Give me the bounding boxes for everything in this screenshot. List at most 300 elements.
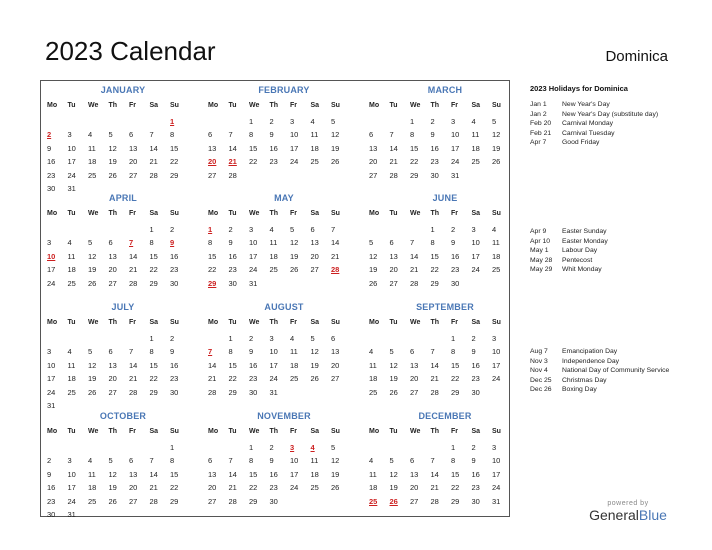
weekday-label: We [249,428,260,435]
calendar-day: 9 [430,130,435,140]
calendar-day: 18 [88,483,97,493]
calendar-day: 26 [389,387,398,397]
month-december [369,411,521,517]
calendar-day: 20 [108,265,117,275]
calendar-day: 27 [108,278,117,288]
calendar-grid [40,80,510,517]
holiday-date: 3 [290,443,295,452]
calendar-day: 28 [410,278,419,288]
logo-wordmark [583,507,673,523]
holiday-date: 20 [208,157,217,167]
calendar-day: 6 [129,130,134,140]
holiday-date-label: Jan 2 [530,110,547,118]
weekday-label: Tu [389,428,398,435]
calendar-day: 22 [228,374,237,384]
weekday-label: Fr [290,428,297,435]
weekday-label: Mo [208,210,219,217]
calendar-day: 5 [88,347,93,357]
calendar-day: 31 [67,510,76,519]
calendar-day: 9 [269,456,274,466]
weekday-label: We [410,319,421,326]
calendar-day: 23 [47,496,56,506]
holiday-date: 4 [310,443,315,452]
calendar-day: 6 [389,238,394,248]
calendar-day: 8 [249,130,254,140]
calendar-day: 23 [269,483,278,493]
holiday-row [530,129,700,139]
calendar-day: 21 [149,157,158,167]
weekday-label: Th [430,210,440,217]
calendar-day: 28 [228,170,237,180]
calendar-day: 9 [47,143,52,153]
weekday-header [369,102,521,114]
calendar-day: 31 [269,387,278,397]
weekday-label: Su [492,428,501,435]
calendar-day: 5 [369,238,374,248]
calendar-day: 9 [170,347,175,357]
weekday-label: Tu [389,319,398,326]
weekday-header [369,319,521,331]
calendar-day: 28 [430,496,439,506]
calendar-day: 18 [67,265,76,275]
calendar-day: 20 [208,483,217,493]
calendar-day: 12 [331,130,340,140]
calendar-day: 10 [492,456,501,466]
calendar-day: 17 [47,265,56,275]
calendar-day: 9 [471,456,476,466]
weekday-label: Sa [149,210,159,217]
month-name: MAY [274,193,294,203]
calendar-day: 14 [228,469,237,479]
calendar-day: 25 [88,496,97,506]
calendar-day: 8 [249,456,254,466]
weekday-header [47,102,199,114]
calendar-day: 18 [67,374,76,384]
holiday-date: 28 [331,265,340,275]
weekday-label: Mo [208,428,219,435]
calendar-day: 14 [149,469,158,479]
weekday-label: Th [269,102,279,109]
holiday-date-label: Feb 21 [530,129,552,137]
calendar-day: 28 [228,496,237,506]
month-name: FEBRUARY [258,85,310,95]
weekday-label: Fr [129,319,136,326]
holiday-date-label: Dec 25 [530,376,552,384]
calendar-day: 2 [228,225,233,234]
calendar-day: 6 [331,334,336,343]
weekday-label: Tu [67,319,76,326]
holiday-name: Emancipation Day [562,348,618,355]
calendar-day: 12 [290,238,299,248]
calendar-day: 1 [249,117,254,126]
calendar-day: 14 [208,360,217,370]
month-name: AUGUST [264,302,304,312]
calendar-day: 1 [149,225,154,234]
calendar-day: 30 [430,170,439,180]
calendar-day: 21 [228,483,237,493]
calendar-day: 8 [451,456,456,466]
month-august [208,302,360,408]
calendar-day: 18 [269,251,278,261]
calendar-day: 8 [410,130,415,140]
weekday-label: Fr [290,210,297,217]
calendar-day: 20 [310,251,319,261]
weekday-label: Sa [149,102,159,109]
weekday-label: Sa [310,102,320,109]
calendar-day: 30 [471,387,480,397]
weekday-header [369,210,521,222]
weekday-label: Fr [451,319,458,326]
calendar-day: 7 [228,130,233,140]
weekday-label: We [88,102,99,109]
calendar-day: 9 [249,347,254,357]
holiday-row [530,100,700,110]
weekday-label: Su [331,210,340,217]
calendar-day: 4 [369,456,374,466]
calendar-day: 28 [129,278,138,288]
weekday-label: Tu [228,428,237,435]
calendar-day: 27 [208,496,217,506]
calendar-day: 11 [310,130,319,140]
holiday-name: Easter Monday [562,237,608,245]
holiday-name: New Year's Day [562,101,610,108]
calendar-day: 21 [208,374,217,384]
calendar-day: 11 [471,130,480,140]
calendar-day: 6 [410,456,415,466]
calendar-day: 19 [331,143,340,153]
weekday-label: Sa [149,428,159,435]
calendar-day: 13 [389,251,398,261]
weekday-label: Fr [129,210,136,217]
calendar-day: 3 [269,334,274,343]
holiday-panel-title: 2023 Holidays for Dominica [530,84,628,93]
calendar-day: 25 [290,374,299,384]
calendar-day: 25 [310,483,319,493]
calendar-day: 4 [88,130,93,140]
calendar-day: 5 [389,456,394,466]
calendar-day: 17 [269,360,278,370]
calendar-day: 11 [310,456,319,466]
calendar-day: 16 [47,483,56,493]
calendar-day: 13 [108,251,117,261]
calendar-day: 5 [389,347,394,357]
holiday-group [530,347,700,395]
holiday-date: 2 [47,130,52,140]
calendar-day: 6 [108,347,113,357]
calendar-day: 26 [88,387,97,397]
calendar-day: 20 [389,265,398,275]
holiday-date: 1 [170,117,175,126]
calendar-day: 28 [430,387,439,397]
calendar-day: 30 [47,510,56,519]
calendar-day: 21 [430,374,439,384]
calendar-day: 14 [228,143,237,153]
calendar-day: 12 [389,360,398,370]
calendar-day: 23 [170,265,179,275]
calendar-day: 27 [369,170,378,180]
calendar-day: 21 [149,483,158,493]
weekday-label: Mo [208,102,219,109]
calendar-day: 19 [492,143,501,153]
calendar-day: 3 [492,443,497,452]
calendar-day: 5 [331,443,336,452]
weekday-label: Mo [47,102,58,109]
calendar-day: 4 [67,238,72,248]
holiday-date-label: Apr 10 [530,237,551,245]
holiday-date-label: Feb 20 [530,120,552,127]
calendar-day: 18 [310,143,319,153]
weekday-label: Tu [67,428,76,435]
calendar-day: 1 [451,443,456,452]
holiday-date-label: May 29 [530,266,553,273]
calendar-day: 30 [249,387,258,397]
calendar-day: 10 [269,347,278,357]
month-january [47,85,199,191]
calendar-day: 1 [451,334,456,343]
calendar-day: 27 [108,387,117,397]
calendar-day: 27 [310,265,319,275]
calendar-day: 15 [208,251,217,261]
calendar-day: 29 [410,170,419,180]
month-march [369,85,521,191]
calendar-day: 21 [410,265,419,275]
calendar-day: 2 [269,443,274,452]
logo-name-blue: Blue [638,507,667,523]
holiday-name: Independence Day [562,357,620,365]
holiday-date: 26 [389,496,398,506]
holiday-date-label: May 1 [530,247,549,254]
calendar-day: 25 [67,387,76,397]
calendar-day: 8 [149,347,154,357]
calendar-day: 7 [410,238,415,248]
calendar-day: 24 [67,170,76,180]
weekday-header [208,319,360,331]
calendar-day: 19 [389,483,398,493]
weekday-label: We [249,102,260,109]
month-name: OCTOBER [99,411,147,421]
calendar-day: 8 [170,130,175,140]
calendar-day: 22 [249,483,258,493]
calendar-day: 20 [410,483,419,493]
calendar-day: 2 [430,117,435,126]
calendar-day: 24 [290,483,299,493]
weekday-label: Th [430,319,440,326]
calendar-day: 14 [129,251,138,261]
holiday-date-label: May 28 [530,256,553,264]
calendar-day: 20 [108,374,117,384]
calendar-day: 27 [331,374,340,384]
calendar-day: 24 [47,278,56,288]
calendar-day: 27 [129,496,138,506]
weekday-header [208,428,360,440]
weekday-label: Th [108,428,118,435]
calendar-day: 16 [471,360,480,370]
calendar-day: 12 [310,347,319,357]
calendar-day: 15 [149,360,158,370]
month-name: MARCH [427,85,463,95]
calendar-day: 14 [149,143,158,153]
calendar-day: 11 [67,251,76,261]
calendar-day: 11 [492,238,500,248]
calendar-day: 22 [170,483,179,493]
holiday-name: Christmas Day [562,376,607,384]
weekday-label: Mo [47,428,58,435]
calendar-day: 4 [369,347,374,357]
calendar-day: 12 [88,251,97,261]
calendar-day: 10 [471,238,480,248]
weekday-header [369,428,521,440]
calendar-day: 13 [208,469,217,479]
weekday-label: Th [430,102,440,109]
calendar-day: 22 [451,374,460,384]
calendar-day: 14 [389,143,398,153]
calendar-day: 11 [369,469,377,479]
calendar-day: 19 [290,251,299,261]
weekday-header [47,428,199,440]
calendar-day: 17 [451,143,460,153]
month-name: JULY [111,302,135,312]
holiday-date: 10 [47,251,56,261]
weekday-label: Tu [228,210,237,217]
calendar-day: 26 [369,278,378,288]
calendar-day: 24 [290,157,299,167]
calendar-day: 30 [269,496,278,506]
calendar-day: 9 [269,130,274,140]
calendar-day: 6 [208,456,213,466]
calendar-day: 16 [269,469,278,479]
calendar-day: 7 [430,456,435,466]
calendar-day: 30 [47,184,56,193]
calendar-day: 27 [389,278,398,288]
weekday-label: Su [170,428,179,435]
calendar-day: 19 [108,157,117,167]
calendar-day: 7 [149,130,154,140]
weekday-label: Mo [208,319,219,326]
holiday-name: Labour Day [562,247,598,254]
calendar-day: 8 [430,238,435,248]
calendar-day: 4 [310,117,315,126]
month-june [369,193,521,299]
calendar-day: 2 [451,225,456,234]
calendar-day: 2 [471,443,476,452]
calendar-day: 13 [108,360,117,370]
calendar-day: 27 [208,170,217,180]
weekday-label: We [410,102,421,109]
calendar-day: 17 [290,143,299,153]
calendar-day: 13 [410,360,419,370]
month-name: APRIL [109,193,137,203]
calendar-day: 19 [331,469,340,479]
calendar-day: 18 [369,374,378,384]
calendar-day: 5 [310,334,315,343]
weekday-label: Tu [228,102,237,109]
calendar-day: 7 [430,347,435,357]
weekday-label: We [410,210,421,217]
calendar-day: 21 [331,251,340,261]
calendar-day: 29 [149,278,158,288]
calendar-day: 5 [331,117,336,126]
calendar-day: 27 [410,387,419,397]
holiday-row [530,138,700,148]
calendar-day: 19 [88,374,97,384]
weekday-label: We [410,428,421,435]
calendar-day: 1 [249,443,254,452]
calendar-day: 12 [369,251,378,261]
calendar-day: 7 [389,130,394,140]
calendar-day: 26 [108,496,117,506]
holiday-date-label: Apr 9 [530,228,547,235]
weekday-label: Th [269,319,279,326]
month-name: SEPTEMBER [416,302,474,312]
calendar-day: 29 [430,278,439,288]
calendar-day: 25 [269,265,278,275]
calendar-day: 7 [149,456,154,466]
weekday-label: Th [269,428,279,435]
calendar-day: 12 [88,360,97,370]
calendar-day: 29 [451,387,460,397]
country-name: Dominica [605,48,668,65]
weekday-label: Su [331,428,340,435]
calendar-day: 21 [389,157,398,167]
logo-name-general: General [589,507,639,523]
calendar-day: 25 [67,278,76,288]
calendar-day: 6 [129,456,134,466]
calendar-day: 20 [369,157,378,167]
calendar-day: 30 [170,278,179,288]
weekday-header [47,319,199,331]
month-february [208,85,360,191]
weekday-label: Th [269,210,279,217]
calendar-day: 15 [249,143,258,153]
calendar-day: 16 [451,251,460,261]
holiday-date-label: Nov 3 [530,357,548,365]
calendar-day: 14 [410,251,419,261]
weekday-header [47,210,199,222]
calendar-day: 16 [269,143,278,153]
calendar-day: 22 [208,265,217,275]
calendar-day: 24 [492,374,501,384]
calendar-day: 24 [451,157,460,167]
holiday-row [530,347,700,357]
calendar-day: 15 [170,469,179,479]
calendar-day: 4 [492,225,497,234]
calendar-day: 16 [228,251,237,261]
holiday-row [530,385,700,395]
calendar-day: 10 [249,238,258,248]
weekday-label: Su [170,210,179,217]
weekday-label: Th [108,102,118,109]
calendar-day: 13 [129,469,138,479]
calendar-day: 2 [170,334,175,343]
calendar-day: 11 [269,238,278,248]
weekday-label: Su [331,319,340,326]
calendar-day: 14 [331,238,340,248]
calendar-day: 24 [249,265,258,275]
holiday-row [530,227,700,237]
calendar-day: 4 [290,334,295,343]
calendar-day: 28 [129,387,138,397]
calendar-day: 12 [108,469,117,479]
holiday-date: 7 [208,347,213,357]
holiday-date: 21 [228,157,237,167]
calendar-day: 9 [471,347,476,357]
holiday-row [530,246,700,256]
calendar-day: 23 [430,157,439,167]
calendar-day: 6 [310,225,315,234]
calendar-day: 11 [290,347,298,357]
holiday-name: Easter Sunday [562,228,607,235]
weekday-label: Mo [47,319,58,326]
